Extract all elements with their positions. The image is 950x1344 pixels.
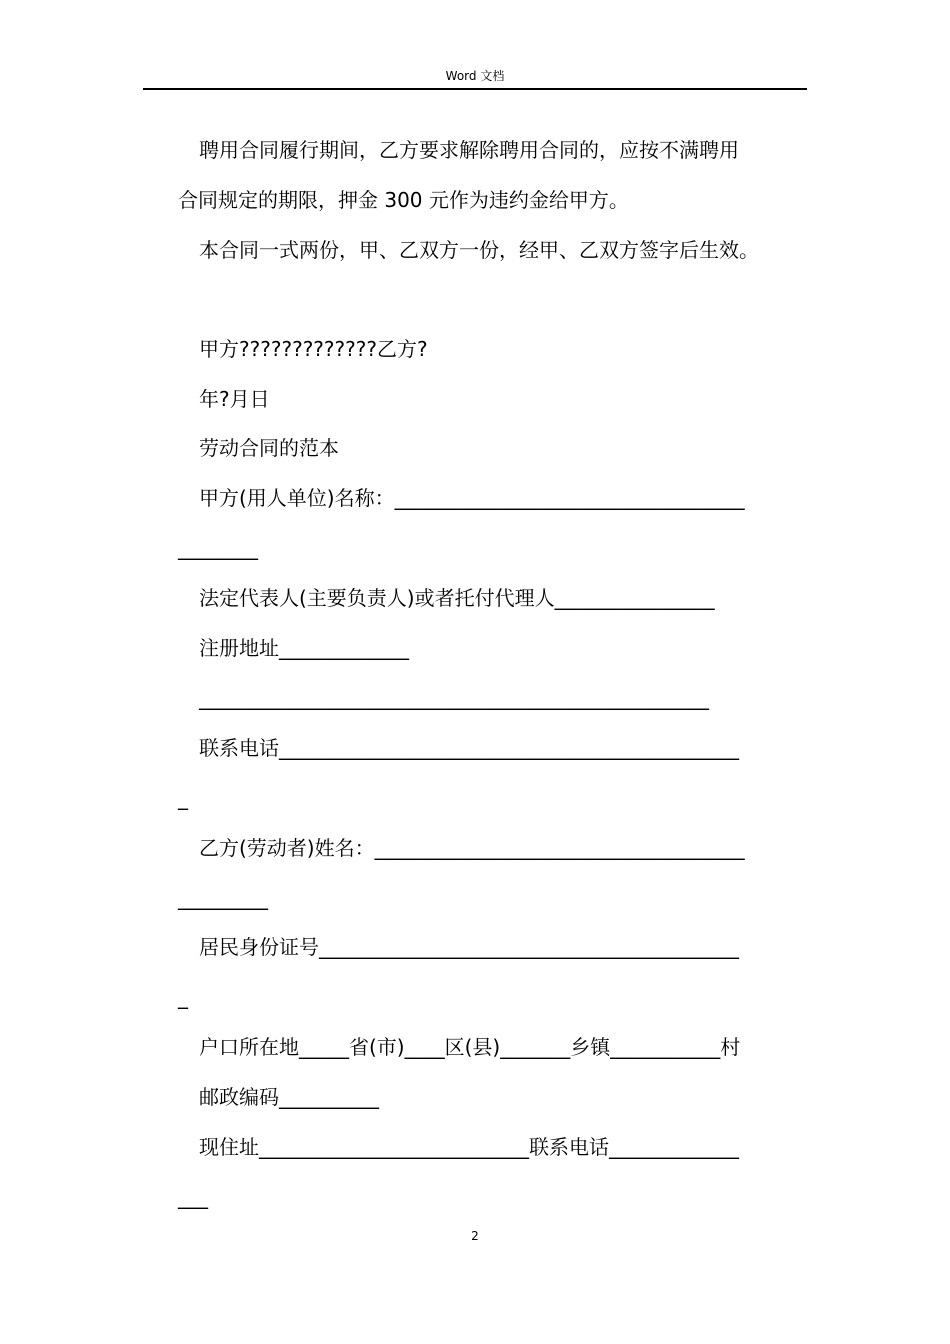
employer-name-field: 甲方(用人单位)名称：___________________________________ [199, 486, 745, 510]
field-continuation: ___________________________________________________ [199, 686, 709, 710]
signature-line: 甲方?????????????乙方? [199, 337, 428, 361]
employee-name-field: 乙方(劳动者)姓名：_____________________________________ [199, 836, 745, 860]
legal-rep-field: 法定代表人(主要负责人)或者托付代理人________________ [199, 586, 715, 610]
page-number: 2 [471, 1229, 479, 1243]
body-line: 合同规定的期限，押金 300 元作为违约金给甲方。 [178, 188, 629, 212]
page-header: Word 文档 [143, 66, 807, 90]
body-line: 聘用合同履行期间，乙方要求解除聘用合同的，应按不满聘用 [199, 138, 739, 162]
field-continuation: _________ [178, 886, 268, 910]
body-line: 本合同一式两份，甲、乙双方一份，经甲、乙双方签字后生效。 [199, 238, 759, 262]
household-registration-field: 户口所在地_____省(市)____区(县)_______乡镇___________村 [199, 1035, 741, 1059]
date-line: 年?月日 [199, 387, 270, 411]
current-address-field: 现住址___________________________联系电话_____________ [199, 1135, 739, 1159]
field-continuation: _ [178, 786, 188, 810]
postal-code-field: 邮政编码__________ [199, 1085, 379, 1109]
field-continuation: _ [178, 985, 188, 1009]
registered-address-field: 注册地址_____________ [199, 636, 409, 660]
id-number-field: 居民身份证号__________________________________________ [199, 935, 739, 959]
field-continuation: ___ [178, 1185, 208, 1209]
field-continuation: ________ [178, 536, 258, 560]
section-title: 劳动合同的范本 [199, 436, 339, 460]
phone-field: 联系电话______________________________________________ [199, 736, 739, 760]
